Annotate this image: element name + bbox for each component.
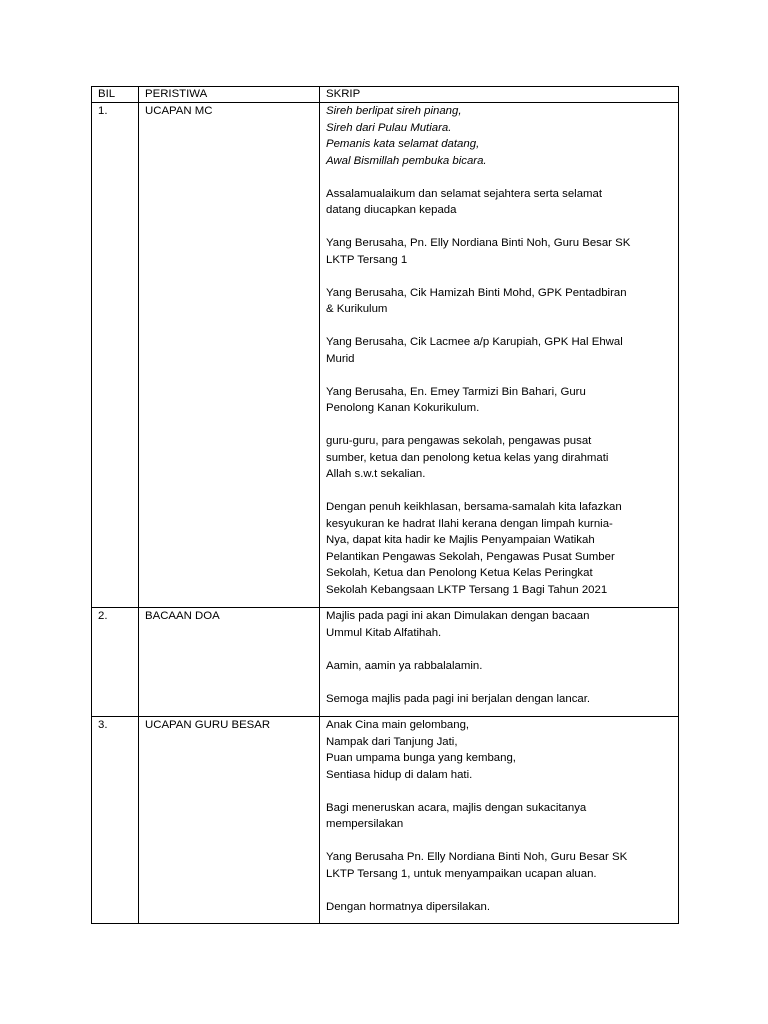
script-paragraph: [326, 285, 672, 318]
script-line: Yang Berusaha, Pn. Elly Nordiana Binti Noh, Guru Besar SK: [326, 237, 631, 249]
script-line: Bagi meneruskan acara, majlis dengan sukacitanya: [326, 801, 587, 814]
script-paragraph: [326, 849, 672, 882]
script-paragraph: [326, 717, 672, 783]
script-line: Semoga majlis pada pagi ini berjalan dengan lancar.: [326, 692, 591, 705]
header-skrip: SKRIP: [320, 87, 679, 103]
header-bil: BIL: [92, 87, 139, 103]
script-line: Yang Berusaha, Cik Lacmee a/p Karupiah, GPK Hal Ehwal: [326, 336, 623, 348]
script-line: Nya, dapat kita hadir ke Majlis Penyampaian Watikah: [326, 534, 595, 546]
script-line: Ummul Kitab Alfatihah.: [326, 626, 442, 639]
script-line: Sentiasa hidup di dalam hati.: [326, 768, 473, 781]
script-line: Sekolah, Ketua dan Penolong Ketua Kelas Peringkat: [326, 567, 593, 579]
script-line: Sireh dari Pulau Mutiara.: [326, 121, 452, 134]
table-body: [92, 103, 679, 924]
script-paragraph: [326, 186, 672, 219]
table-row: [92, 717, 679, 924]
event-name: UCAPAN GURU BESAR: [139, 717, 320, 924]
script-line: Puan umpama bunga yang kembang,: [326, 752, 516, 764]
script-paragraph: [326, 334, 672, 367]
script-line: Anak Cina main gelombang,: [326, 719, 470, 731]
script-line: Aamin, aamin ya rabbalalamin.: [326, 659, 483, 672]
script-paragraph: [326, 691, 672, 708]
table-row: [92, 103, 679, 608]
script-line: kesyukuran ke hadrat Ilahi kerana dengan limpah kurnia-: [326, 517, 613, 530]
script-paragraph: [326, 433, 672, 483]
script-paragraph: [326, 384, 672, 417]
script-paragraph: [326, 658, 672, 675]
script-paragraph: [326, 235, 672, 268]
script-paragraph: [326, 899, 672, 916]
event-name: UCAPAN MC: [139, 103, 320, 608]
script-paragraph: [326, 800, 672, 833]
script-line: & Kurikulum: [326, 303, 388, 315]
script-line: Nampak dari Tanjung Jati,: [326, 735, 458, 748]
script-line: LKTP Tersang 1, untuk menyampaikan ucapan aluan.: [326, 867, 597, 880]
script-line: Dengan penuh keikhlasan, bersama-samalah kita lafazkan: [326, 501, 622, 513]
script-line: Pemanis kata selamat datang,: [326, 138, 480, 150]
script-line: datang diucapkan kepada: [326, 204, 457, 216]
script-line: Dengan hormatnya dipersilakan.: [326, 900, 490, 913]
script-line: Sireh berlipat sireh pinang,: [326, 105, 462, 117]
program-script-table: [91, 86, 679, 924]
script-paragraph: [326, 499, 672, 598]
script-line: Assalamualaikum dan selamat sejahtera serta selamat: [326, 187, 603, 200]
table-row: [92, 608, 679, 717]
script-line: Yang Berusaha, En. Emey Tarmizi Bin Bahari, Guru: [326, 385, 586, 398]
script-line: Murid: [326, 352, 355, 365]
script-line: Sekolah Kebangsaan LKTP Tersang 1 Bagi Tahun 2021: [326, 583, 608, 596]
row-number: 1.: [92, 103, 139, 608]
script-line: Awal Bismillah pembuka bicara.: [326, 154, 487, 167]
script-cell: [320, 103, 679, 608]
script-paragraph: [326, 608, 672, 641]
script-line: Yang Berusaha, Cik Hamizah Binti Mohd, GPK Pentadbiran: [326, 286, 627, 299]
row-number: 3.: [92, 717, 139, 924]
script-line: sumber, ketua dan penolong ketua kelas yang dirahmati: [326, 451, 609, 464]
script-line: guru-guru, para pengawas sekolah, pengawas pusat: [326, 435, 592, 447]
script-line: LKTP Tersang 1: [326, 253, 408, 266]
script-line: Penolong Kanan Kokurikulum.: [326, 402, 480, 414]
script-line: Allah s.w.t sekalian.: [326, 468, 426, 480]
event-name: BACAAN DOA: [139, 608, 320, 717]
header-peristiwa: PERISTIWA: [139, 87, 320, 103]
pantun-verse: [326, 103, 672, 169]
script-cell: [320, 608, 679, 717]
table-header-row: [92, 87, 679, 103]
script-cell: [320, 717, 679, 924]
row-number: 2.: [92, 608, 139, 717]
script-line: Pelantikan Pengawas Sekolah, Pengawas Pusat Sumber: [326, 550, 615, 563]
script-line: mempersilakan: [326, 818, 404, 830]
script-line: Yang Berusaha Pn. Elly Nordiana Binti Noh, Guru Besar SK: [326, 851, 628, 863]
script-line: Majlis pada pagi ini akan Dimulakan dengan bacaan: [326, 610, 590, 622]
